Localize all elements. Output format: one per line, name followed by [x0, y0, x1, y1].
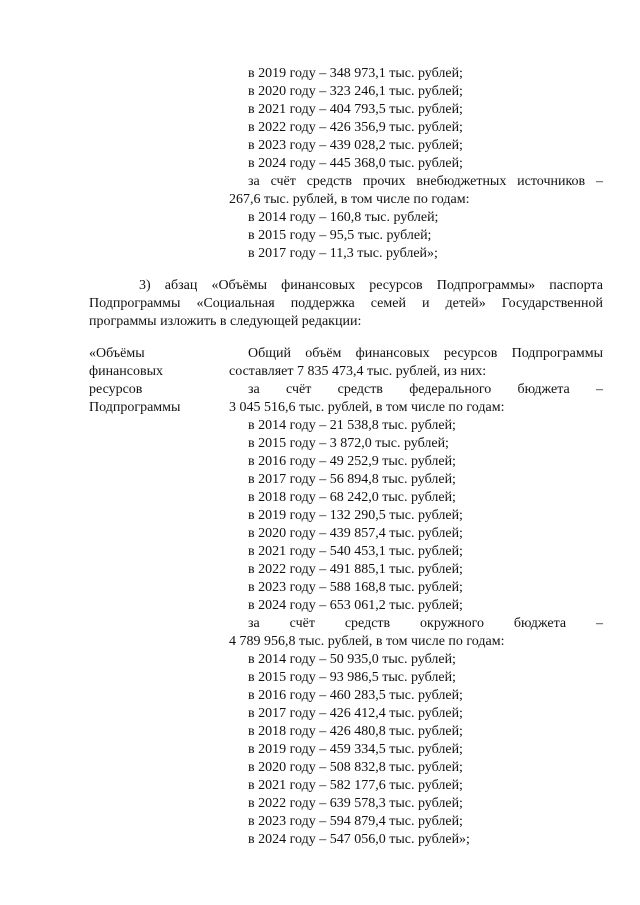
other-sources-line-2: 267,6 тыс. рублей, в том числе по годам: — [229, 192, 470, 207]
paragraph-line-1: 3) абзац «Объёмы финансовых ресурсов Подпрограммы» паспорта — [139, 278, 603, 293]
table-label-line: «Объёмы — [89, 346, 145, 361]
year-line: в 2015 году – 93 986,5 тыс. рублей; — [248, 670, 456, 685]
year-line: в 2015 году – 95,5 тыс. рублей; — [248, 228, 432, 243]
year-line: в 2021 году – 540 453,1 тыс. рублей; — [248, 544, 463, 559]
table-label-line: ресурсов — [89, 382, 143, 397]
year-line: в 2020 году – 508 832,8 тыс. рублей; — [248, 760, 463, 775]
year-line: в 2021 году – 582 177,6 тыс. рублей; — [248, 778, 463, 793]
district-line-2: 4 789 956,8 тыс. рублей, в том числе по годам: — [229, 634, 505, 649]
district-line-1: за счёт средств окружного бюджета – — [248, 616, 603, 631]
year-line: в 2022 году – 426 356,9 тыс. рублей; — [248, 120, 463, 135]
year-line: в 2014 году – 160,8 тыс. рублей; — [248, 210, 439, 225]
table-label-line: Подпрограммы — [89, 400, 181, 415]
year-line: в 2022 году – 491 885,1 тыс. рублей; — [248, 562, 463, 577]
total-line-1: Общий объём финансовых ресурсов Подпрограммы — [248, 346, 603, 361]
year-line: в 2014 году – 21 538,8 тыс. рублей; — [248, 418, 456, 433]
paragraph-line-2: Подпрограммы «Социальная поддержка семей и детей» Государственной — [89, 296, 603, 311]
year-line: в 2019 году – 348 973,1 тыс. рублей; — [248, 66, 463, 81]
year-line: в 2016 году – 49 252,9 тыс. рублей; — [248, 454, 456, 469]
year-line: в 2017 году – 11,3 тыс. рублей»; — [248, 246, 438, 261]
year-line: в 2019 году – 132 290,5 тыс. рублей; — [248, 508, 463, 523]
year-line: в 2023 году – 588 168,8 тыс. рублей; — [248, 580, 463, 595]
total-line-2: составляет 7 835 473,4 тыс. рублей, из них: — [229, 364, 487, 379]
year-line: в 2023 году – 594 879,4 тыс. рублей; — [248, 814, 463, 829]
year-line: в 2021 году – 404 793,5 тыс. рублей; — [248, 102, 463, 117]
year-line: в 2022 году – 639 578,3 тыс. рублей; — [248, 796, 463, 811]
federal-line-2: 3 045 516,6 тыс. рублей, в том числе по годам: — [229, 400, 505, 415]
year-line: в 2024 году – 653 061,2 тыс. рублей; — [248, 598, 463, 613]
year-line: в 2018 году – 68 242,0 тыс. рублей; — [248, 490, 456, 505]
year-line: в 2016 году – 460 283,5 тыс. рублей; — [248, 688, 463, 703]
year-line: в 2024 году – 547 056,0 тыс. рублей»; — [248, 832, 470, 847]
paragraph-line-3: программы изложить в следующей редакции: — [89, 314, 362, 329]
year-line: в 2019 году – 459 334,5 тыс. рублей; — [248, 742, 463, 757]
table-label-line: финансовых — [89, 364, 163, 379]
other-sources-line-1: за счёт средств прочих внебюджетных источников – — [248, 174, 603, 189]
year-line: в 2020 году – 323 246,1 тыс. рублей; — [248, 84, 463, 99]
year-line: в 2023 году – 439 028,2 тыс. рублей; — [248, 138, 463, 153]
federal-line-1: за счёт средств федерального бюджета – — [248, 382, 603, 397]
year-line: в 2020 году – 439 857,4 тыс. рублей; — [248, 526, 463, 541]
year-line: в 2014 году – 50 935,0 тыс. рублей; — [248, 652, 456, 667]
year-line: в 2018 году – 426 480,8 тыс. рублей; — [248, 724, 463, 739]
year-line: в 2015 году – 3 872,0 тыс. рублей; — [248, 436, 449, 451]
year-line: в 2017 году – 426 412,4 тыс. рублей; — [248, 706, 463, 721]
year-line: в 2024 году – 445 368,0 тыс. рублей; — [248, 156, 463, 171]
year-line: в 2017 году – 56 894,8 тыс. рублей; — [248, 472, 456, 487]
